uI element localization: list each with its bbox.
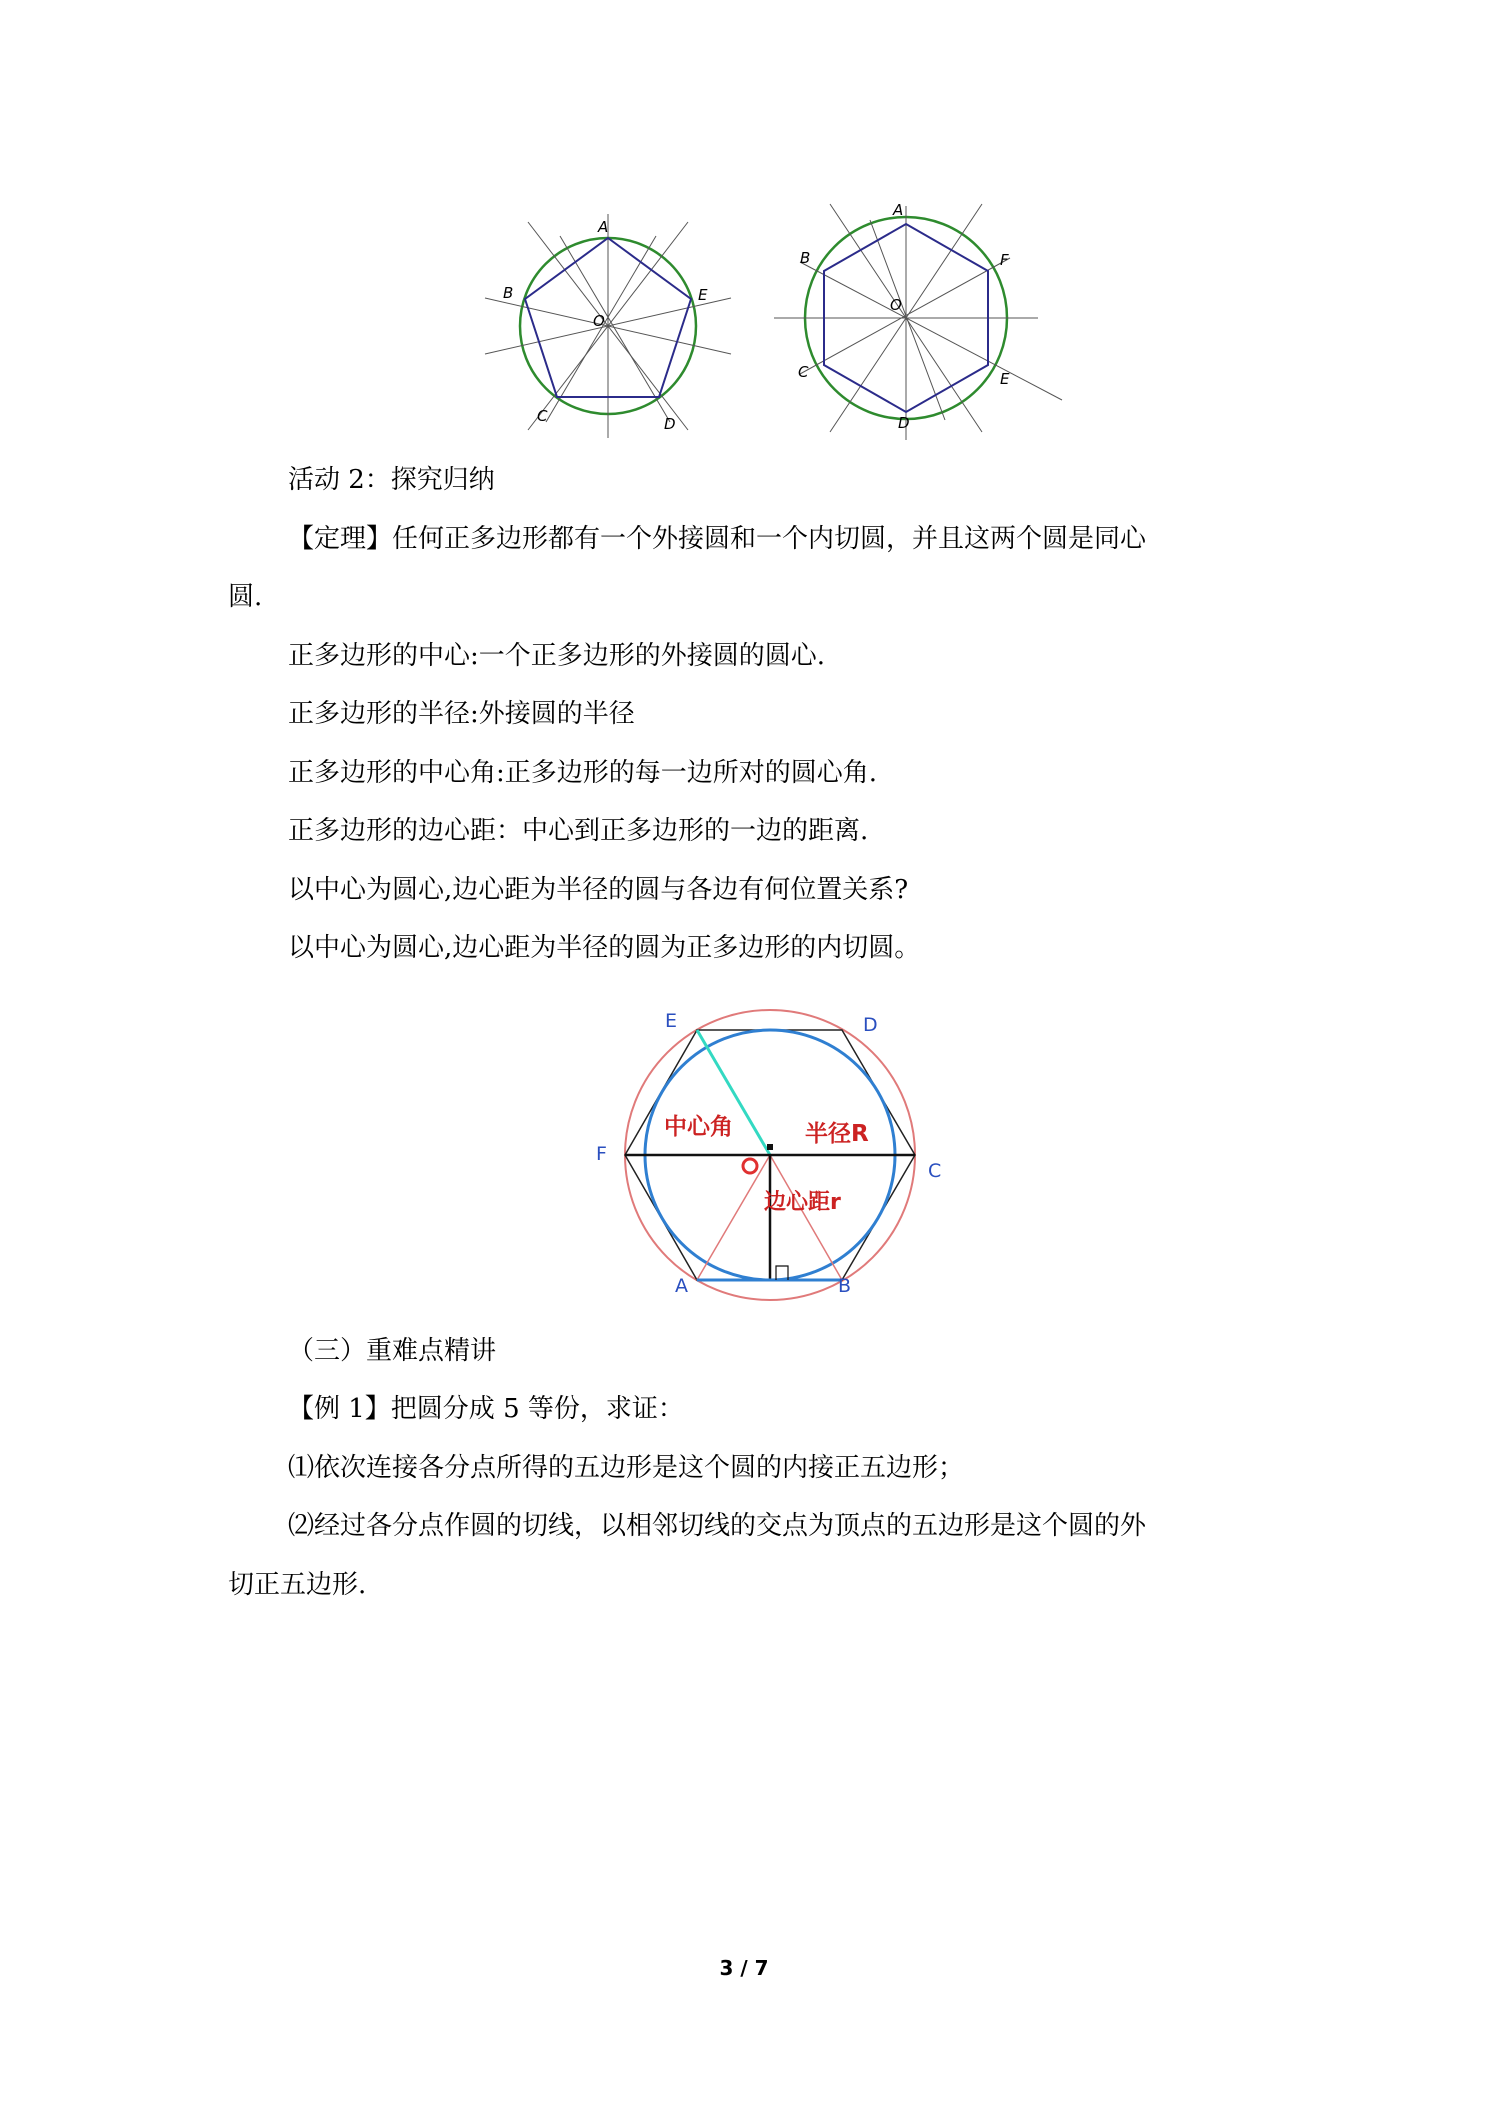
hexagon-diagram [774,201,1062,440]
pentagon-label-A: A [598,218,609,236]
hexagon-label-C: C [798,363,809,381]
question-line: 以中心为圆心,边心距为半径的圆与各边有何位置关系? [288,875,909,905]
definition-central-angle: 正多边形的中心角:正多边形的每一边所对的圆心角. [288,758,878,788]
center-to-B [770,1155,842,1280]
definition-radius: 正多边形的半径:外接圆的半径 [288,699,635,729]
theorem-line-2: 圆. [228,582,263,612]
page-number: 3 / 7 [719,1956,769,1980]
pentagon-label-E: E [698,286,708,304]
activity2-heading: 活动 2：探究归纳 [288,465,495,495]
pentagon-diagram [485,214,731,438]
center-to-A [697,1155,770,1280]
pentagon-construction-lines [485,214,731,438]
hexagon-label-E: E [1000,370,1010,388]
example1-item2-line2: 切正五边形. [228,1570,367,1600]
answer-line: 以中心为圆心,边心距为半径的圆为正多边形的内切圆。 [288,933,921,963]
hexagon-label-A: A [893,201,904,219]
pentagon-label-O: O [593,312,605,330]
fig2-label-A: A [675,1275,688,1297]
example1-title: 【例 1】把圆分成 5 等份，求证： [288,1394,684,1424]
fig2-label-F: F [596,1143,607,1165]
fig2-label-B: B [838,1275,852,1297]
pentagon-label-B: B [503,284,514,302]
section3-heading: （三）重难点精讲 [288,1336,497,1366]
hexagon-label-O: O [890,296,902,314]
pentagon-label-D: D [664,415,676,433]
hexagon-label-B: B [800,249,811,267]
central-angle-label: 中心角 [664,1114,733,1140]
radius-label: 半径R [805,1121,869,1147]
definition-center: 正多边形的中心:一个正多边形的外接圆的圆心. [288,641,826,671]
hexagon-label-F: F [1000,251,1009,269]
example1-item2-line1: ⑵经过各分点作圆的切线，以相邻切线的交点为顶点的五边形是这个圆的外 [288,1511,1147,1541]
definition-apothem: 正多边形的边心距：中心到正多边形的一边的距离. [288,816,869,846]
fig2-label-C: C [928,1160,942,1182]
theorem-line-1: 【定理】任何正多边形都有一个外接圆和一个内切圆，并且这两个圆是同心 [288,524,1147,554]
apothem-label: 边心距r [764,1190,841,1215]
fig2-label-D: D [863,1014,878,1036]
hexagon-label-D: D [898,414,910,432]
pentagon-label-C: C [537,407,548,425]
center-O-marker [743,1159,757,1173]
center-dot [767,1144,773,1150]
fig2-label-E: E [665,1010,678,1032]
example1-item1: ⑴依次连接各分点所得的五边形是这个圆的内接正五边形； [288,1453,965,1483]
figure-hexagon-incircle [580,1000,960,1310]
figure-regular-polygons [480,190,1080,450]
